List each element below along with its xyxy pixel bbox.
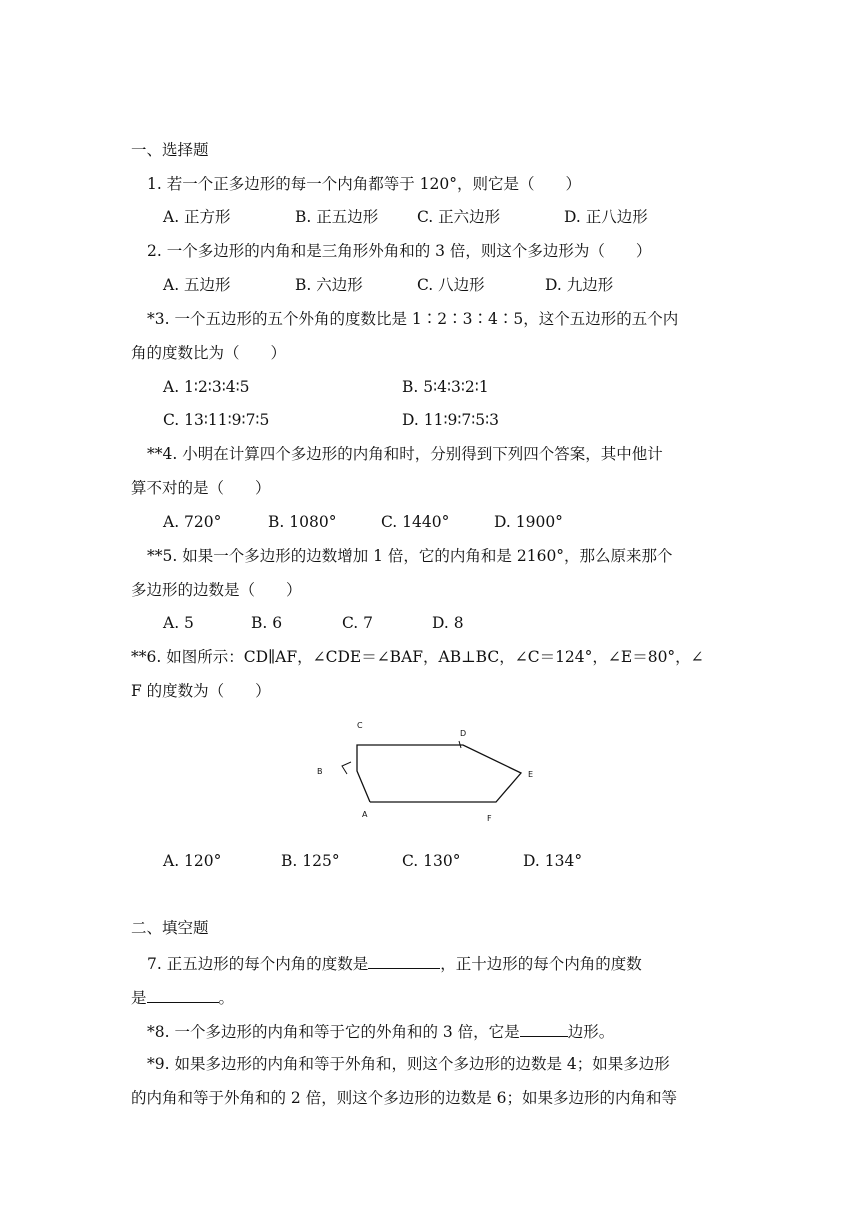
right-angle-mark [342, 762, 351, 774]
label-c: C [357, 721, 363, 730]
answer-blank-7a[interactable] [368, 952, 440, 969]
question-6-option-c: C. 130° [402, 852, 461, 870]
question-4-option-c: C. 1440° [381, 513, 450, 531]
question-4-option-a: A. 720° [163, 513, 222, 531]
hexagon-figure [300, 715, 550, 830]
question-7-text-c: 是 [131, 989, 147, 1007]
label-a: A [362, 810, 368, 819]
question-4-option-b: B. 1080° [268, 513, 337, 531]
question-2-stem: 2. 一个多边形的内角和是三角形外角和的 3 倍，则这个多边形为（ ） [147, 242, 652, 260]
question-1-stem: 1. 若一个正多边形的每一个内角都等于 120°，则它是（ ） [147, 175, 581, 193]
question-1-option-a: A. 正方形 [163, 208, 231, 226]
question-1-option-b: B. 正五边形 [295, 208, 379, 226]
question-9-line-1: *9. 如果多边形的内角和等于外角和，则这个多边形的边数是 4；如果多边形 [147, 1055, 670, 1073]
question-3-option-d: D. 11∶9∶7∶5∶3 [402, 411, 500, 429]
question-5-stem-line-1: **5. 如果一个多边形的边数增加 1 倍，它的内角和是 2160°，那么原来那个 [147, 547, 673, 565]
question-4-stem-line-1: **4. 小明在计算四个多边形的内角和时，分别得到下列四个答案，其中他计 [147, 445, 663, 463]
question-5-option-d: D. 8 [432, 614, 464, 632]
question-6-stem-line-1: **6. 如图所示：CD∥AF，∠CDE＝∠BAF，AB⊥BC，∠C＝124°，∠E＝80°，∠ [131, 648, 704, 666]
question-5-option-a: A. 5 [163, 614, 194, 632]
question-6-option-b: B. 125° [281, 852, 340, 870]
question-7-text-a: 7. 正五边形的每个内角的度数是 [147, 955, 369, 973]
question-2-option-c: C. 八边形 [417, 276, 485, 294]
question-6-option-a: A. 120° [163, 852, 222, 870]
question-7-text-d: 。 [218, 989, 235, 1007]
label-e: E [528, 770, 534, 779]
question-7-text-b: ，正十边形的每个内角的度数 [440, 955, 642, 973]
question-4-option-d: D. 1900° [494, 513, 563, 531]
question-3-stem-line-1: *3. 一个五边形的五个外角的度数比是 1∶2∶3∶4∶5，这个五边形的五个内 [147, 310, 679, 328]
question-8-line [147, 1020, 614, 1042]
question-5-option-c: C. 7 [342, 614, 374, 632]
label-d: D [460, 729, 467, 738]
question-8-text-a: *8. 一个多边形的内角和等于它的外角和的 3 倍，它是 [147, 1023, 520, 1041]
question-2-option-b: B. 六边形 [295, 276, 363, 294]
question-7-line-1 [147, 952, 642, 974]
question-4-stem-line-2: 算不对的是（ ） [131, 479, 271, 497]
question-1-option-c: C. 正六边形 [417, 208, 501, 226]
question-3-stem-line-2: 角的度数比为（ ） [131, 344, 287, 362]
label-f: F [487, 814, 492, 823]
question-7-line-2 [131, 986, 234, 1008]
question-2-option-a: A. 五边形 [163, 276, 231, 294]
question-9-line-2: 的内角和等于外角和的 2 倍，则这个多边形的边数是 6；如果多边形的内角和等 [131, 1089, 678, 1107]
answer-blank-8[interactable] [520, 1020, 568, 1037]
question-6-stem-line-2: F 的度数为（ ） [131, 682, 271, 700]
label-b: B [317, 767, 323, 776]
question-2-option-d: D. 九边形 [545, 276, 614, 294]
question-3-option-b: B. 5∶4∶3∶2∶1 [402, 378, 489, 396]
hexagon-outline [357, 745, 521, 802]
question-6-option-d: D. 134° [523, 852, 583, 870]
question-3-option-c: C. 13∶11∶9∶7∶5 [163, 411, 270, 429]
question-8-text-b: 边形。 [567, 1023, 615, 1041]
answer-blank-7b[interactable] [147, 986, 219, 1003]
question-5-option-b: B. 6 [251, 614, 283, 632]
question-1-option-d: D. 正八边形 [564, 208, 648, 226]
section-title-choice: 一、选择题 [131, 141, 209, 159]
question-3-option-a: A. 1∶2∶3∶4∶5 [163, 378, 250, 396]
section-title-fill-in: 二、填空题 [131, 919, 209, 937]
question-5-stem-line-2: 多边形的边数是（ ） [131, 581, 302, 599]
